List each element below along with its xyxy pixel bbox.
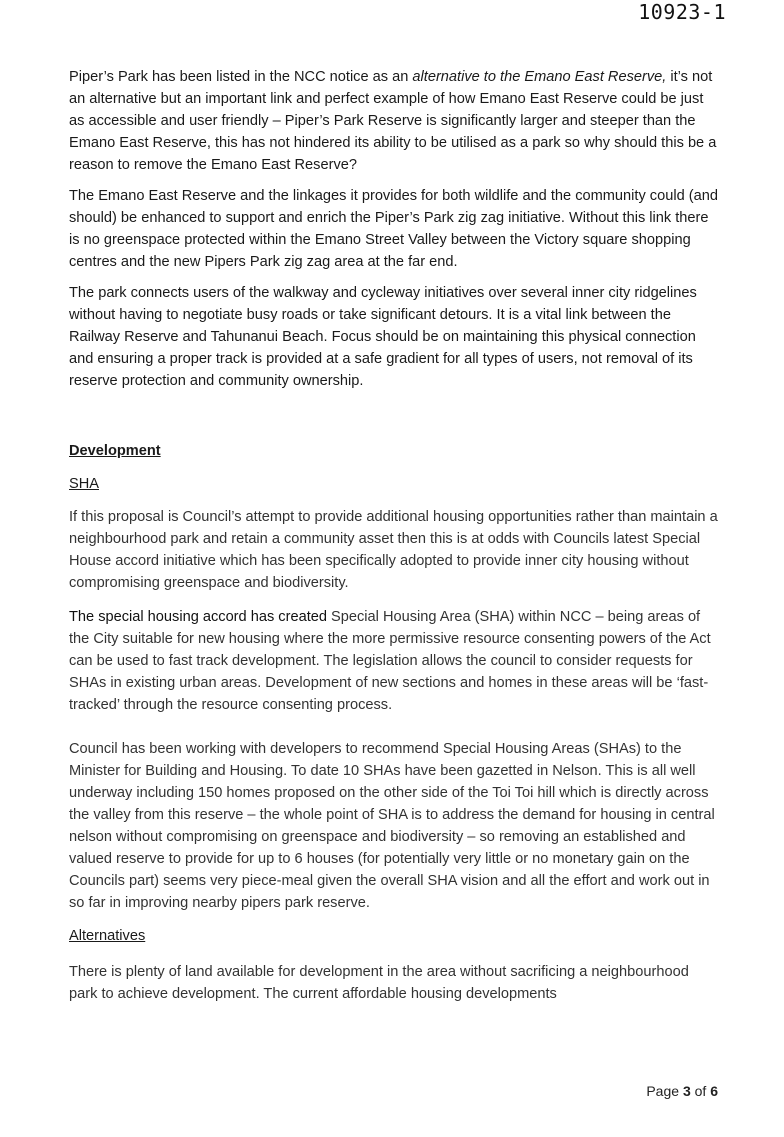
paragraph-connection: The park connects users of the walkway and cycleway initiatives over several inner city ridgelines without having to negotiate busy roads or take significant detours. It is a vital link between the Railway Reserve and Tahunanui Beach. Focus should be on maintaining this physical connection and ensuring a proper track is provided at a safe gradient for all types of users, not removal of its reserve protection and community ownership. (69, 285, 697, 389)
paragraph-pipers-park (69, 66, 719, 176)
heading-sha: SHA (69, 476, 100, 492)
heading-alternatives: Alternatives (69, 928, 146, 944)
page-current: 3 (682, 1083, 691, 1099)
page-label: Page (646, 1083, 683, 1099)
paragraph-text: it’s not an alternative but an important link and perfect example of how Emano East Reserve could be just as accessible and user friendly – Piper’s Park Reserve is significantly larger and steeper than the Emano East Reserve, this has not hindered its ability to be utilised as a park so why should this be a reason to remove the Emano East Reserve? (69, 69, 717, 173)
paragraph-linkages: The Emano East Reserve and the linkages it provides for both wildlife and the community could (and should) be enhanced to support and enrich the Piper’s Park zig zag initiative. Without this link there is no greenspace protected within the Emano Street Valley between the Victory square shopping centres and the new Pipers Park zig zag area at the far end. (69, 188, 718, 270)
page-body (69, 66, 719, 1005)
paragraph-lead-text: The special housing accord has created (69, 609, 327, 625)
paragraph-sha-proposal: If this proposal is Council’s attempt to provide additional housing opportunities rather than maintain a neighbourhood park and retain a community asset then this is at odds with Councils latest Special House accord initiative which has been specifically adopted to provide inner city housing without compromising greenspace and biodiversity. (69, 509, 718, 591)
page-of-label: of (690, 1083, 711, 1099)
paragraph-text: Special Housing Area (SHA) within NCC – being areas of the City suitable for new housing where the more permissive resource consenting powers of the Act can be used to fast track development. The legislation allows the council to consider requests for SHAs in existing urban areas. Development of new sections and homes in these areas will be ‘fast-tracked’ through the resource consenting process. (69, 609, 711, 713)
paragraph-sha-accord (69, 606, 719, 716)
document-id: 10923-1 (638, 0, 726, 24)
paragraph-sha-council: Council has been working with developers to recommend Special Housing Areas (SHAs) to the Minister for Building and Housing. To date 10 SHAs have been gazetted in Nelson. This is all well underway including 150 homes proposed on the other side of the Toi Toi hill which is directly across the valley from this reserve – the whole point of SHA is to address the demand for housing in central nelson without compromising on greenspace and biodiversity – so removing an established and valued reserve to provide for up to 6 houses (for potentially very little or no monetary gain on the Councils part) seems very piece-meal given the overall SHA vision and all the effort and work out in so far in improving nearby pipers park reserve. (69, 741, 715, 911)
paragraph-text: Piper’s Park has been listed in the NCC notice as an (69, 69, 413, 85)
paragraph-alternatives: There is plenty of land available for development in the area without sacrificing a neighbourhood park to achieve development. The current affordable housing developments (69, 964, 689, 1002)
page-number (646, 1083, 718, 1099)
page-total: 6 (710, 1083, 718, 1099)
italic-phrase: alternative to the Emano East Reserve, (412, 69, 667, 85)
heading-development: Development (69, 443, 161, 459)
